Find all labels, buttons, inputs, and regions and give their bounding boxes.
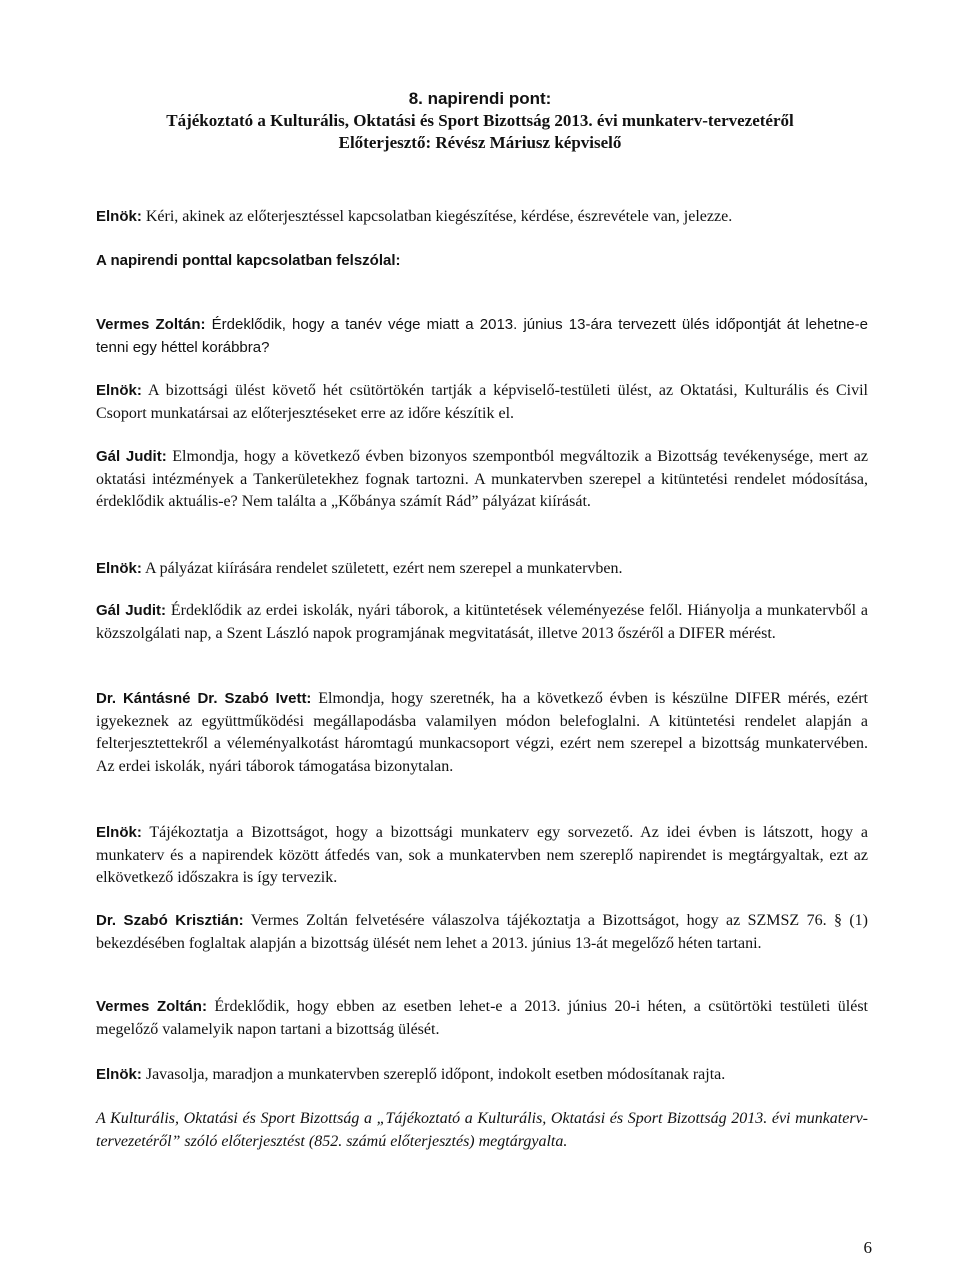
statement-text: A bizottsági ülést követő hét csütörtökén tartják a képviselő-testületi ülést, az Oktatási, Kulturális és Civil Csoport munkatársai az előterjesztéseket erre az időre készítik el. <box>96 382 868 422</box>
agenda-item-number: 8. napirendi pont: <box>408 89 552 108</box>
agenda-title: Tájékoztató a Kulturális, Oktatási és Sport Bizottság 2013. évi munkaterv-tervezetéről <box>166 111 794 130</box>
paragraph-vermes-1 <box>96 314 868 359</box>
speaker-name: Gál Judit: <box>96 602 167 619</box>
speaker-name: Dr. Szabó Krisztián: <box>96 912 244 929</box>
statement-text: Érdeklődik, hogy ebben az esetben lehet-e a 2013. június 20-i héten, a csütörtöki testületi ülést megelőző valamelyik napon tartani a bizottság ülését. <box>96 998 868 1038</box>
statement-text: Érdeklődik, hogy a tanév vége miatt a 2013. június 13-ára tervezett ülés időpontját át lehetne-e tenni egy héttel korábbra? <box>96 316 868 356</box>
paragraph-chair-4 <box>96 822 868 890</box>
statement-text: Elmondja, hogy szeretnék, ha a következő évben is készülne DIFER mérés, ezért igyekeznek az együttműködési megállapodásba valamilyen módon belefoglalni. A kitüntetési rendelet alapján a felterjesztettekről a véleményalkotást háromtagú munkacsoport végzi, ezért nem szerepel a bizottság munkatervében. Az erdei iskolák, nyári táborok támogatása bizonytalan. <box>96 690 868 775</box>
speakers-subheading: A napirendi ponttal kapcsolatban felszólal: <box>96 252 401 269</box>
speaker-name: Elnök: <box>96 382 142 399</box>
statement-text: A pályázat kiírására rendelet született, ezért nem szerepel a munkatervben. <box>141 560 623 577</box>
speaker-name: Dr. Kántásné Dr. Szabó Ivett: <box>96 690 312 707</box>
statement-text: Kéri, akinek az előterjesztéssel kapcsolatban kiegészítése, kérdése, észrevétele van, jelezze. <box>141 208 733 225</box>
paragraph-chair-3 <box>96 558 868 581</box>
statement-text: Tájékoztatja a Bizottságot, hogy a bizottsági munkaterv egy sorvezető. Az idei évben is látszott, hogy a munkaterv és a napirendek között átfedés van, sok a munkatervben nem szereplő napirendet is megtárgyaltak, ezt az elkövetkező időszakra is így tervezik. <box>96 824 868 886</box>
paragraph-vermes-2 <box>96 996 868 1041</box>
speaker-name: Elnök: <box>96 208 142 225</box>
statement-text: Javasolja, maradjon a munkatervben szereplő időpont, indokolt esetben módosítanak rajta. <box>141 1066 726 1083</box>
speaker-name: Vermes Zoltán: <box>96 998 207 1015</box>
speaker-name: Gál Judit: <box>96 448 167 465</box>
paragraph-kantasne <box>96 688 868 778</box>
statement-text: Elmondja, hogy a következő évben bizonyos szempontból megváltozik a Bizottság tevékenysége, mert az oktatási intézmények a Tankerületekhez fognak tartozni. A munkatervben szerepel a kitüntetési rendelet módosítása, érdeklődik aktuális-e? Nem találta a „Kőbánya számít Rád” pályázat kiírását. <box>96 448 869 510</box>
page-number: 6 <box>863 1238 872 1257</box>
speaker-name: Elnök: <box>96 824 142 841</box>
paragraph-gal-2 <box>96 600 868 645</box>
speaker-name: Elnök: <box>96 560 142 577</box>
paragraph-chair-2 <box>96 380 868 425</box>
speaker-name: Elnök: <box>96 1066 142 1083</box>
agenda-heading <box>0 88 960 154</box>
speaker-name: Vermes Zoltán: <box>96 316 206 333</box>
agenda-presenter: Előterjesztő: Révész Máriusz képviselő <box>338 133 622 152</box>
closing-resolution: A Kulturális, Oktatási és Sport Bizottság a „Tájékoztató a Kulturális, Oktatási és Sport Bizottság 2013. évi munkaterv-tervezetéről” szóló előterjesztést (852. számú előterjesztés) megtárgyalta. <box>96 1110 868 1150</box>
paragraph-chair-opening <box>96 206 868 229</box>
paragraph-chair-5 <box>96 1064 868 1087</box>
statement-text: Érdeklődik az erdei iskolák, nyári táborok, a kitüntetések véleményezése felől. Hiányolja a munkatervből a közszolgálati nap, a Szent László napok programjának megvitatását, illetve 2013 őszéről a DIFER mérést. <box>96 602 869 642</box>
paragraph-gal-1 <box>96 446 868 514</box>
paragraph-szabo-krisztian <box>96 910 868 955</box>
statement-text: Vermes Zoltán felvetésére válaszolva tájékoztatja a Bizottságot, hogy az SZMSZ 76. § (1) bekezdésében foglaltak alapján a bizottság ülését nem lehet a 2013. június 13-át megelőző héten tartani. <box>96 912 868 952</box>
